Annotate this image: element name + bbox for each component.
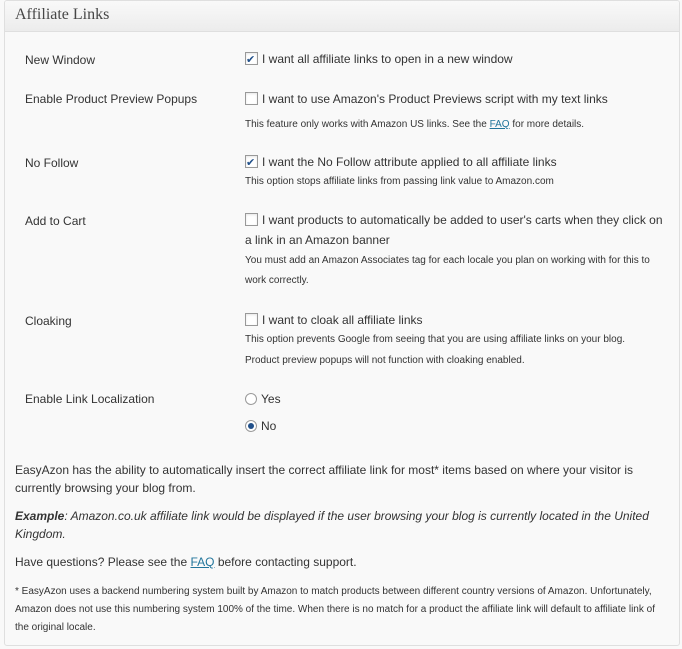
support-questions: Have questions? Please see the FAQ before contacting support.: [15, 555, 357, 569]
footnote: * EasyAzon uses a backend numbering system built by Amazon to match products between different country versions of Amazon. Unfortunately, Amazon does not use this numbering system 100% of the time. When there is no match for a product the affiliate link will default to affiliate link of the original locale.: [15, 586, 655, 633]
preview-popups-faq-link[interactable]: FAQ: [489, 119, 510, 130]
preview-popups-checkbox[interactable]: [245, 92, 258, 105]
new-window-label: New Window: [25, 53, 96, 67]
link-localization-label: Enable Link Localization: [25, 392, 155, 406]
localization-intro: EasyAzon has the ability to automatically insert the correct affiliate link for most* items based on where your visitor is currently browsing your blog from.: [15, 463, 634, 495]
add-to-cart-option-text: I want products to automatically be added to user's carts when they click on a link in an Amazon banner: [245, 213, 663, 247]
affiliate-links-panel: [4, 0, 680, 646]
localization-no-text: No: [261, 419, 277, 433]
cloaking-description-1: This option prevents Google from seeing that you are using affiliate links on your blog.: [245, 334, 626, 345]
preview-popups-description: This feature only works with Amazon US links. See the FAQ for more details.: [245, 119, 585, 130]
localization-yes-radio[interactable]: [245, 393, 257, 405]
preview-popups-label: Enable Product Preview Popups: [25, 92, 198, 106]
add-to-cart-description: You must add an Amazon Associates tag for each locale you plan on working with for this to work correctly.: [245, 255, 650, 286]
new-window-option-text: I want all affiliate links to open in a new window: [262, 52, 513, 66]
localization-option-yes[interactable]: [245, 389, 671, 409]
cloaking-description-2: Product preview popups will not function with cloaking enabled.: [245, 355, 525, 366]
support-faq-link[interactable]: FAQ: [190, 555, 215, 569]
panel-title: Affiliate Links: [5, 1, 679, 32]
cloaking-label: Cloaking: [25, 314, 72, 328]
cloaking-option-text: I want to cloak all affiliate links: [262, 313, 423, 327]
cloaking-checkbox[interactable]: [245, 313, 258, 326]
add-to-cart-label: Add to Cart: [25, 214, 86, 228]
no-follow-option-text: I want the No Follow attribute applied to all affiliate links: [262, 155, 557, 169]
no-follow-label: No Follow: [25, 156, 79, 170]
no-follow-checkbox[interactable]: [245, 155, 258, 168]
no-follow-description: This option stops affiliate links from passing link value to Amazon.com: [245, 176, 554, 187]
example-text: : Amazon.co.uk affiliate link would be displayed if the user browsing your blog is currently located in the United Kingdom.: [15, 509, 649, 541]
example-label: Example: [15, 509, 65, 523]
preview-popups-option-text: I want to use Amazon's Product Previews script with my text links: [262, 92, 608, 106]
localization-no-radio[interactable]: [245, 420, 257, 432]
localization-example: [15, 507, 669, 543]
localization-option-no[interactable]: [245, 416, 671, 436]
add-to-cart-checkbox[interactable]: [245, 213, 258, 226]
localization-yes-text: Yes: [261, 392, 281, 406]
new-window-checkbox[interactable]: [245, 52, 258, 65]
